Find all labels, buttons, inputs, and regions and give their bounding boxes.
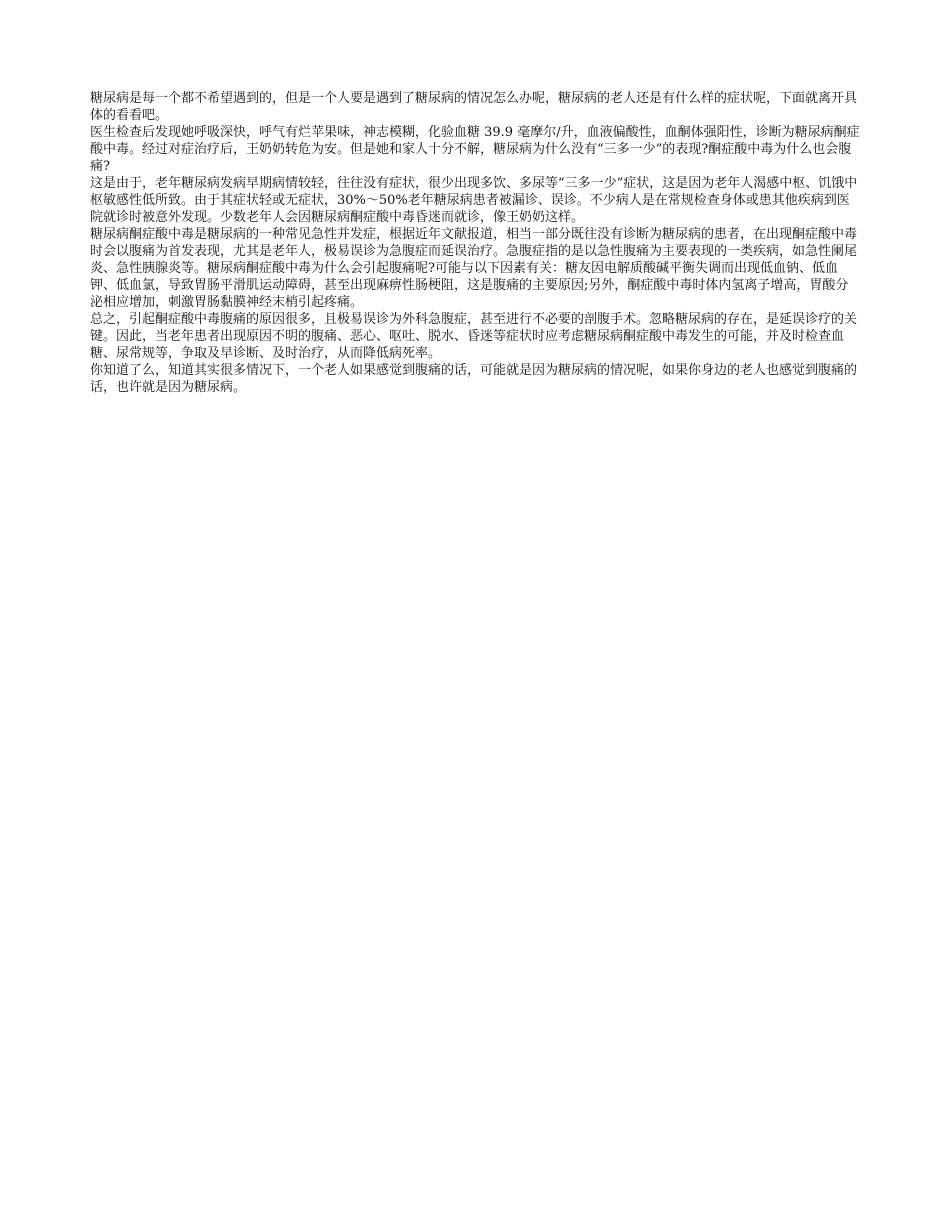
paragraph-ketoacidosis: 糖尿病酮症酸中毒是糖尿病的一种常见急性并发症，根据近年文献报道，相当一部分既往没有诊断为糖尿病的患者，在出现酮症酸中毒时会以腹痛为首发表现，尤其是老年人，极易误诊为急腹症而延误治疗。急腹症指的是以急性腹痛为主要表现的一类疾病，如急性阑尾炎、急性胰腺炎等。糖尿病酮症酸中毒为什么会引起腹痛呢?可能与以下因素有关：糖友因电解质酸碱平衡失调而出现低血钠、低血钾、低血氯，导致胃肠平滑肌运动障碍，甚至出现麻痹性肠梗阻，这是腹痛的主要原因;另外，酮症酸中毒时体内氢离子增高，胃酸分泌相应增加，刺激胃肠黏膜神经末梢引起疼痛。 (90, 227, 858, 310)
document-body (90, 90, 860, 396)
paragraph-intro: 糖尿病是每一个都不希望遇到的，但是一个人要是遇到了糖尿病的情况怎么办呢，糖尿病的老人还是有什么样的症状呢，下面就离开具体的看看吧。 (90, 91, 858, 123)
paragraph-summary: 总之，引起酮症酸中毒腹痛的原因很多，且极易误诊为外科急腹症，甚至进行不必要的剖腹手术。忽略糖尿病的存在，是延误诊疗的关键。因此，当老年患者出现原因不明的腹痛、恶心、呕吐、脱水、昏迷等症状时应考虑糖尿病酮症酸中毒发生的可能，并及时检查血糖、尿常规等，争取及早诊断、及时治疗，从而降低病死率。 (90, 312, 858, 361)
paragraph-conclusion: 你知道了么，知道其实很多情况下，一个老人如果感觉到腹痛的话，可能就是因为糖尿病的情况呢，如果你身边的老人也感觉到腹痛的话，也许就是因为糖尿病。 (90, 363, 858, 395)
paragraph-case: 医生检查后发现她呼吸深快，呼气有烂苹果味，神志模糊，化验血糖 39.9 毫摩尔/升，血液偏酸性，血酮体强阳性，诊断为糖尿病酮症酸中毒。经过对症治疗后，王奶奶转危为安。但是她和家人十分不解，糖尿病为什么没有“三多一少”的表现?酮症酸中毒为什么也会腹痛? (90, 125, 860, 174)
paragraph-explanation: 这是由于，老年糖尿病发病早期病情较轻，往往没有症状，很少出现多饮、多尿等“三多一少”症状，这是因为老年人渴感中枢、饥饿中枢敏感性低所致。由于其症状轻或无症状，30%～50%老年糖尿病患者被漏诊、误诊。不少病人是在常规检查身体或患其他疾病到医院就诊时被意外发现。少数老年人会因糖尿病酮症酸中毒昏迷而就诊，像王奶奶这样。 (90, 176, 858, 225)
